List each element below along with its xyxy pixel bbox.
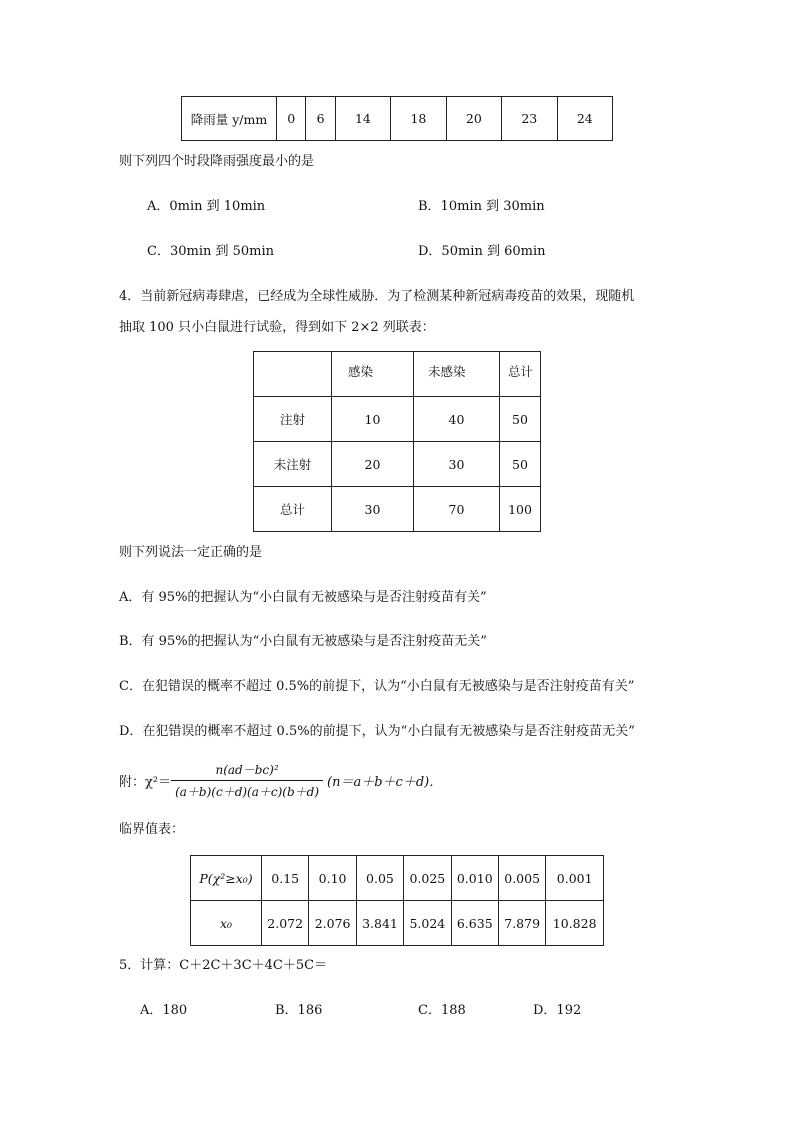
q4-option-a: A．有 95%的把握认为“小白鼠有无被感染与是否注射疫苗有关” bbox=[119, 590, 487, 605]
rainfall-cell: 24 bbox=[557, 97, 612, 141]
q5-option-b: B．186 bbox=[275, 1003, 323, 1018]
header-cell bbox=[254, 352, 332, 397]
critical-row-label: x₀ bbox=[191, 901, 262, 946]
q4-text-line1: 4．当前新冠病毒肆虐，已经成为全球性威胁．为了检测某种新冠病毒疫苗的效果，现随机 bbox=[119, 289, 635, 304]
critical-cell: 5.024 bbox=[404, 901, 451, 946]
table-cell: 30 bbox=[414, 442, 500, 487]
table-cell: 100 bbox=[500, 487, 541, 532]
critical-cell: 0.15 bbox=[262, 856, 309, 901]
table-cell: 40 bbox=[414, 397, 500, 442]
critical-cell: 0.10 bbox=[309, 856, 356, 901]
critical-cell: 0.010 bbox=[451, 856, 498, 901]
critical-cell: 2.076 bbox=[309, 901, 356, 946]
formula-fraction bbox=[171, 761, 323, 800]
q3-option-a: A．0min 到 10min bbox=[147, 199, 266, 214]
header-cell: 感染 bbox=[332, 352, 414, 397]
table-cell: 20 bbox=[332, 442, 414, 487]
chi-square-formula bbox=[119, 756, 442, 804]
rainfall-cell: 23 bbox=[502, 97, 557, 141]
critical-row-label: P(χ²≥x₀) bbox=[191, 856, 262, 901]
header-cell: 未感染 bbox=[414, 352, 500, 397]
q5-prompt: 5．计算：C＋2C＋3C＋4C＋5C＝ bbox=[119, 958, 328, 973]
row-label-cell: 注射 bbox=[254, 397, 332, 442]
q4-text-line2: 抽取 100 只小白鼠进行试验，得到如下 2×2 列联表： bbox=[119, 320, 435, 335]
formula-numerator: n(ad－bc)² bbox=[171, 761, 323, 781]
rainfall-cell: 20 bbox=[446, 97, 501, 141]
critical-cell: 7.879 bbox=[498, 901, 545, 946]
row-label-cell: 总计 bbox=[254, 487, 332, 532]
critical-cell: 2.072 bbox=[262, 901, 309, 946]
formula-prefix: 附：χ²＝ bbox=[119, 774, 172, 790]
table-cell: 50 bbox=[500, 442, 541, 487]
q5-option-a: A．180 bbox=[140, 1003, 188, 1018]
rainfall-cell: 6 bbox=[306, 97, 335, 141]
row-label-cell: 未注射 bbox=[254, 442, 332, 487]
table-cell: 30 bbox=[332, 487, 414, 532]
formula-denominator: (a＋b)(c＋d)(a＋c)(b＋d) bbox=[175, 784, 320, 799]
table-cell: 10 bbox=[332, 397, 414, 442]
rainfall-cell: 14 bbox=[335, 97, 390, 141]
q5-option-c: C．188 bbox=[418, 1003, 466, 1018]
critical-value-label: 临界值表： bbox=[119, 822, 185, 837]
q4-option-c: C．在犯错误的概率不超过 0.5%的前提下，认为“小白鼠有无被感染与是否注射疫苗有关” bbox=[119, 679, 635, 694]
q3-option-d: D．50min 到 60min bbox=[418, 244, 546, 259]
q4-prompt: 则下列说法一定正确的是 bbox=[119, 545, 263, 560]
rainfall-table bbox=[181, 96, 613, 141]
critical-cell: 10.828 bbox=[546, 901, 604, 946]
critical-cell: 3.841 bbox=[356, 901, 403, 946]
critical-cell: 6.635 bbox=[451, 901, 498, 946]
header-cell: 总计 bbox=[500, 352, 541, 397]
table-cell: 70 bbox=[414, 487, 500, 532]
table-cell: 50 bbox=[500, 397, 541, 442]
q3-option-c: C．30min 到 50min bbox=[147, 244, 275, 259]
q3-prompt: 则下列四个时段降雨强度最小的是 bbox=[119, 154, 315, 169]
critical-cell: 0.005 bbox=[498, 856, 545, 901]
critical-cell: 0.05 bbox=[356, 856, 403, 901]
rainfall-cell: 18 bbox=[391, 97, 446, 141]
rainfall-cell: 0 bbox=[277, 97, 306, 141]
q4-option-b: B．有 95%的把握认为“小白鼠有无被感染与是否注射疫苗无关” bbox=[119, 634, 487, 649]
critical-cell: 0.025 bbox=[404, 856, 451, 901]
formula-suffix: (n＝a＋b＋c＋d)． bbox=[327, 774, 443, 790]
critical-value-table bbox=[190, 855, 604, 946]
q4-option-d: D．在犯错误的概率不超过 0.5%的前提下，认为“小白鼠有无被感染与是否注射疫苗无关” bbox=[119, 724, 635, 739]
critical-cell: 0.001 bbox=[546, 856, 604, 901]
q5-option-d: D．192 bbox=[533, 1003, 582, 1018]
rainfall-label-cell: 降雨量 y/mm bbox=[182, 97, 277, 141]
q3-option-b: B．10min 到 30min bbox=[418, 199, 545, 214]
contingency-table bbox=[253, 351, 541, 532]
